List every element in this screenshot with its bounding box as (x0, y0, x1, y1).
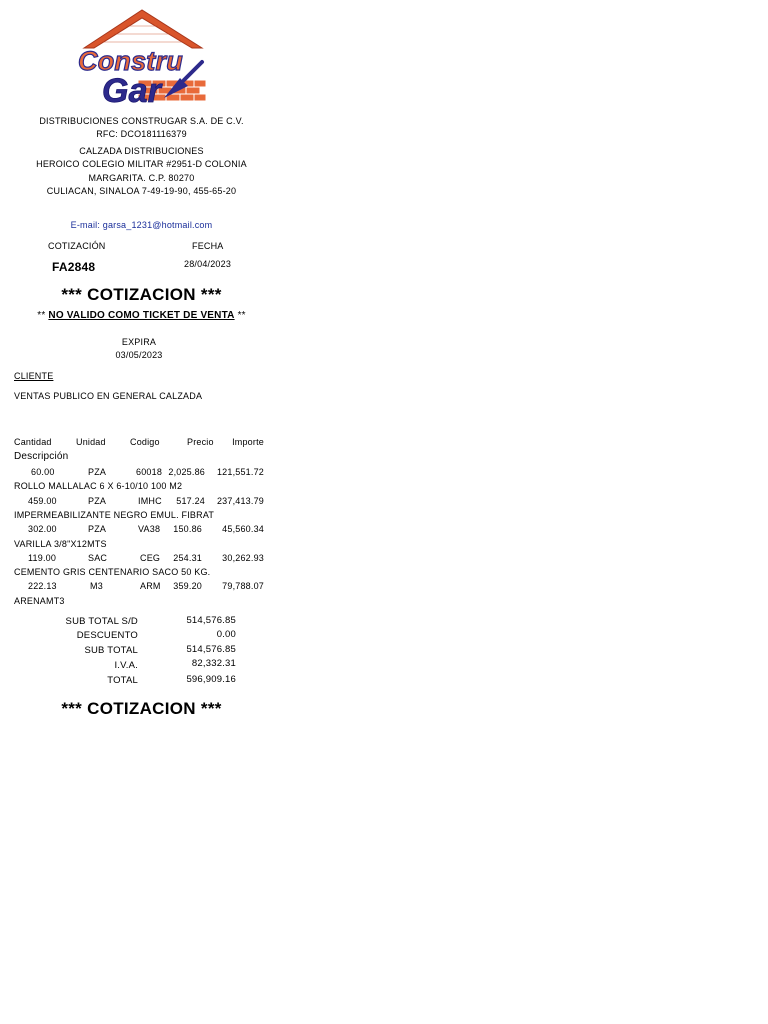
item-importe: 30,262.93 (222, 553, 264, 563)
item-unidad: SAC (88, 553, 108, 563)
table-row (14, 524, 266, 536)
descuento-value: 0.00 (216, 629, 236, 640)
company-branch: CALZADA DISTRIBUCIONES (79, 146, 204, 156)
col-cantidad: Cantidad (14, 437, 52, 447)
item-codigo: CEG (140, 553, 161, 563)
col-codigo: Codigo (130, 437, 160, 447)
col-unidad: Unidad (76, 437, 106, 447)
logo-text-top: Constru (78, 46, 183, 76)
item-descripcion: IMPERMEABILIZANTE NEGRO EMUL. FIBRAT (14, 510, 215, 520)
item-precio: 150.86 (173, 524, 202, 534)
table-row-desc (14, 539, 266, 551)
quote-date: 28/04/2023 (184, 259, 232, 269)
company-address-1: HEROICO COLEGIO MILITAR #2951-D COLONIA (36, 159, 247, 169)
company-name: DISTRIBUCIONES CONSTRUGAR S.A. DE C.V. (39, 116, 244, 126)
cliente-label: CLIENTE (14, 371, 54, 381)
subtotal-value: 514,576.85 (186, 644, 236, 655)
item-codigo: ARM (140, 581, 161, 591)
fecha-label: FECHA (192, 241, 224, 251)
item-descripcion: VARILLA 3/8"X12MTS (14, 539, 107, 549)
cliente-name: VENTAS PUBLICO EN GENERAL CALZADA (14, 391, 203, 401)
iva-value: 82,332.31 (191, 658, 236, 669)
table-header-descripcion (14, 451, 266, 463)
item-importe: 121,551.72 (216, 467, 264, 477)
item-precio: 254.31 (173, 553, 202, 563)
footer-quote-title: *** COTIZACION *** (61, 699, 222, 718)
item-unidad: PZA (88, 496, 107, 506)
company-address-2: MARGARITA. C.P. 80270 (88, 173, 195, 183)
table-header (14, 437, 266, 449)
company-address-3: CULIACAN, SINALOA 7-49-19-90, 455-65-20 (46, 186, 237, 196)
item-precio: 517.24 (176, 496, 205, 506)
item-precio: 2,025.86 (168, 467, 205, 477)
expira-label: EXPIRA (121, 337, 157, 347)
table-row (14, 496, 266, 508)
item-importe: 45,560.34 (222, 524, 264, 534)
logo-text-bottom: Gar (102, 72, 162, 106)
not-valid-warning (0, 310, 283, 321)
total-label: TOTAL (107, 675, 138, 686)
col-descripcion: Descripción (14, 451, 69, 462)
item-cantidad: 222.13 (28, 581, 57, 591)
subtotal-sd-value: 514,576.85 (186, 615, 236, 626)
iva-label: I.V.A. (114, 660, 138, 671)
item-codigo: VA38 (138, 524, 161, 534)
table-row (14, 467, 266, 479)
subtotal-sd-label: SUB TOTAL S/D (65, 616, 138, 627)
item-unidad: PZA (88, 524, 107, 534)
item-importe: 79,788.07 (222, 581, 264, 591)
table-row-desc (14, 567, 266, 579)
subtotal-label: SUB TOTAL (84, 645, 138, 656)
quotation-receipt (0, 0, 280, 1024)
col-importe: Importe (232, 437, 264, 447)
item-codigo: IMHC (138, 496, 162, 506)
item-cantidad: 459.00 (28, 496, 57, 506)
item-unidad: M3 (90, 581, 103, 591)
item-descripcion: ROLLO MALLALAC 6 X 6-10/10 100 M2 (14, 481, 183, 491)
item-codigo: 60018 (136, 467, 163, 477)
warning-suffix: ** (234, 310, 246, 321)
item-cantidad: 119.00 (28, 553, 57, 563)
item-cantidad: 60.00 (31, 467, 55, 477)
total-value: 596,909.16 (186, 674, 236, 685)
quote-folio: FA2848 (52, 260, 96, 274)
table-row (14, 553, 266, 565)
table-row-desc (14, 481, 266, 493)
expira-date: 03/05/2023 (115, 350, 163, 360)
item-precio: 359.20 (173, 581, 202, 591)
table-row-desc (14, 510, 266, 522)
descuento-label: DESCUENTO (76, 630, 138, 641)
item-unidad: PZA (88, 467, 107, 477)
item-descripcion: ARENAMT3 (14, 596, 65, 606)
table-row (14, 581, 266, 593)
cotizacion-label: COTIZACIÓN (48, 241, 106, 251)
item-descripcion: CEMENTO GRIS CENTENARIO SACO 50 KG. (14, 567, 211, 577)
company-rfc: RFC: DCO181116379 (96, 129, 187, 139)
quote-title: *** COTIZACION *** (61, 285, 222, 304)
construgar-logo (76, 8, 208, 106)
col-precio: Precio (187, 437, 214, 447)
item-cantidad: 302.00 (28, 524, 57, 534)
warning-text: NO VALIDO COMO TICKET DE VENTA (48, 310, 235, 321)
company-email[interactable]: E-mail: garsa_1231@hotmail.com (70, 220, 213, 230)
warning-prefix: ** (37, 310, 49, 321)
table-row-desc (14, 596, 266, 608)
item-importe: 237,413.79 (216, 496, 264, 506)
